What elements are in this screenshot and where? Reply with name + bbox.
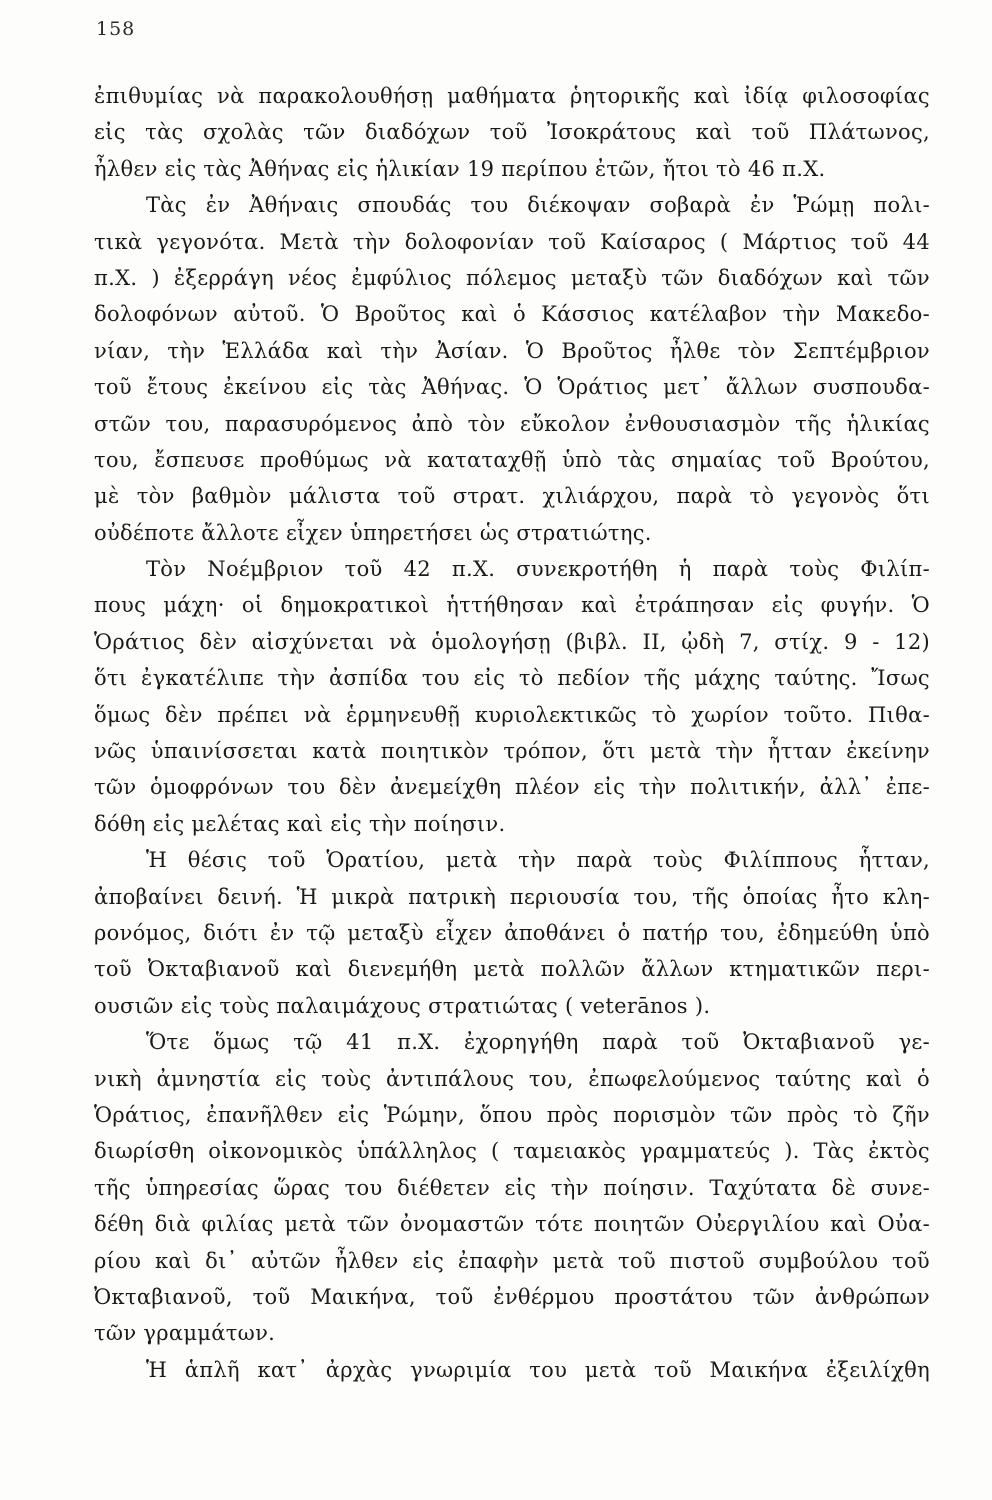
- text-line: μὲ τὸν βαθμὸν μάλιστα τοῦ στρατ. χιλιάρχου, παρὰ τὸ γεγονὸς ὅτι: [94, 484, 930, 509]
- text-line: τοῦ Ὀκταβιανοῦ καὶ διενεμήθη μετὰ πολλῶν ἄλλων κτηματικῶν περι-: [94, 957, 930, 982]
- text-line: Ἡ ἁπλῆ κατ᾿ ἀρχὰς γνωριμία του μετὰ τοῦ Μαικήνα ἐξειλίχθη: [146, 1357, 930, 1382]
- text-line: νῶς ὑπαινίσσεται κατὰ ποιητικὸν τρόπον, ὅτι μετὰ τὴν ἧτταν ἐκείνην: [94, 739, 930, 764]
- text-line: Ὅτε ὅμως τῷ 41 π.Χ. ἐχορηγήθη παρὰ τοῦ Ὀκταβιανοῦ γε-: [146, 1030, 930, 1055]
- text-line: ρονόμος, διότι ἐν τῷ μεταξὺ εἶχεν ἀποθάνει ὁ πατήρ του, ἐδημεύθη ὑπὸ: [94, 920, 930, 945]
- text-line: νικὴ ἀμνηστία εἰς τοὺς ἀντιπάλους του, ἐπωφελούμενος ταύτης καὶ ὁ: [94, 1066, 930, 1091]
- text-line: ρίου καὶ δι᾿ αὐτῶν ἦλθεν εἰς ἐπαφὴν μετὰ τοῦ πιστοῦ συμβούλου τοῦ: [94, 1248, 930, 1273]
- text-line: νίαν, τὴν Ἑλλάδα καὶ τὴν Ἀσίαν. Ὁ Βροῦτος ἦλθε τὸν Σεπτέμβριον: [94, 338, 930, 363]
- text-line: Τὸν Νοέμβριον τοῦ 42 π.Χ. συνεκροτήθη ἡ παρὰ τοὺς Φιλίπ-: [146, 557, 930, 582]
- text-line: ἐπιθυμίας νὰ παρακολουθήσῃ μαθήματα ῥητορικῆς καὶ ἰδίᾳ φιλοσοφίας: [94, 84, 930, 108]
- text-line: Ἡ θέσις τοῦ Ὁρατίου, μετὰ τὴν παρὰ τοὺς Φιλίππους ἧτταν,: [146, 848, 930, 873]
- text-line: ἀποβαίνει δεινή. Ἡ μικρὰ πατρικὴ περιουσία του, τῆς ὁποίας ἦτο κλη-: [94, 884, 930, 909]
- body-text: [94, 78, 930, 1388]
- text-line: Ὁράτιος, ἐπανῆλθεν εἰς Ῥώμην, ὅπου πρὸς πορισμὸν τῶν πρὸς τὸ ζῆν: [94, 1102, 930, 1127]
- text-line: δόθη εἰς μελέτας καὶ εἰς τὴν ποίησιν.: [94, 811, 506, 836]
- text-line: εἰς τὰς σχολὰς τῶν διαδόχων τοῦ Ἰσοκράτους καὶ τοῦ Πλάτωνος,: [94, 120, 930, 145]
- text-line: οὐδέποτε ἄλλοτε εἶχεν ὑπηρετήσει ὡς στρατιώτης.: [94, 520, 652, 545]
- text-line: τικὰ γεγονότα. Μετὰ τὴν δολοφονίαν τοῦ Καίσαρος ( Μάρτιος τοῦ 44: [94, 229, 930, 254]
- text-line: διωρίσθη οἰκονομικὸς ὑπάλληλος ( ταμειακὸς γραμματεύς ). Τὰς ἐκτὸς: [94, 1139, 930, 1164]
- text-line: πους μάχη· οἱ δημοκρατικοὶ ἡττήθησαν καὶ ἐτράπησαν εἰς φυγήν. Ὁ: [94, 593, 930, 618]
- text-line: τῆς ὑπηρεσίας ὥρας του διέθετεν εἰς τὴν ποίησιν. Ταχύτατα δὲ συνε-: [94, 1175, 930, 1200]
- text-line: π.Χ. ) ἐξερράγη νέος ἐμφύλιος πόλεμος μεταξὺ τῶν διαδόχων καὶ τῶν: [94, 265, 930, 290]
- text-line: δέθη διὰ φιλίας μετὰ τῶν ὀνομαστῶν τότε ποιητῶν Οὐεργιλίου καὶ Οὐα-: [94, 1212, 930, 1237]
- text-line: στῶν του, παρασυρόμενος ἀπὸ τὸν εὔκολον ἐνθουσιασμὸν τῆς ἡλικίας: [94, 411, 930, 436]
- text-line: δολοφόνων αὐτοῦ. Ὁ Βροῦτος καὶ ὁ Κάσσιος κατέλαβον τὴν Μακεδο-: [94, 302, 930, 327]
- text-line: Ὁράτιος δὲν αἰσχύνεται νὰ ὁμολογήσῃ (βιβλ. ΙΙ, ᾠδὴ 7, στίχ. 9 - 12): [94, 629, 930, 654]
- text-line: ὅμως δὲν πρέπει νὰ ἑρμηνευθῇ κυριολεκτικῶς τὸ χωρίον τοῦτο. Πιθα-: [94, 702, 930, 727]
- text-line: ουσιῶν εἰς τοὺς παλαιμάχους στρατιώτας ( veterānos ).: [94, 993, 711, 1018]
- text-line: Τὰς ἐν Ἀθήναις σπουδάς του διέκοψαν σοβαρὰ ἐν Ῥώμῃ πολι-: [146, 193, 930, 218]
- text-line: τῶν γραμμάτων.: [94, 1321, 276, 1346]
- text-line: τοῦ ἔτους ἐκείνου εἰς τὰς Ἀθήνας. Ὁ Ὁράτιος μετ᾿ ἄλλων συσπουδα-: [94, 375, 930, 400]
- text-line: τῶν ὁμοφρόνων του δὲν ἀνεμείχθη πλέον εἰς τὴν πολιτικήν, ἀλλ᾿ ἐπε-: [94, 775, 930, 800]
- page-number: 158: [96, 18, 136, 40]
- text-line: ὅτι ἐγκατέλιπε τὴν ἀσπίδα του εἰς τὸ πεδίον τῆς μάχης ταύτης. Ἴσως: [94, 666, 930, 691]
- text-line: ἦλθεν εἰς τὰς Ἀθήνας εἰς ἡλικίαν 19 περίπου ἐτῶν, ἤτοι τὸ 46 π.Χ.: [94, 156, 826, 181]
- text-line: Ὀκταβιανοῦ, τοῦ Μαικήνα, τοῦ ἐνθέρμου προστάτου τῶν ἀνθρώπων: [94, 1284, 930, 1309]
- text-line: του, ἔσπευσε προθύμως νὰ καταταχθῇ ὑπὸ τὰς σημαίας τοῦ Βρούτου,: [94, 447, 930, 472]
